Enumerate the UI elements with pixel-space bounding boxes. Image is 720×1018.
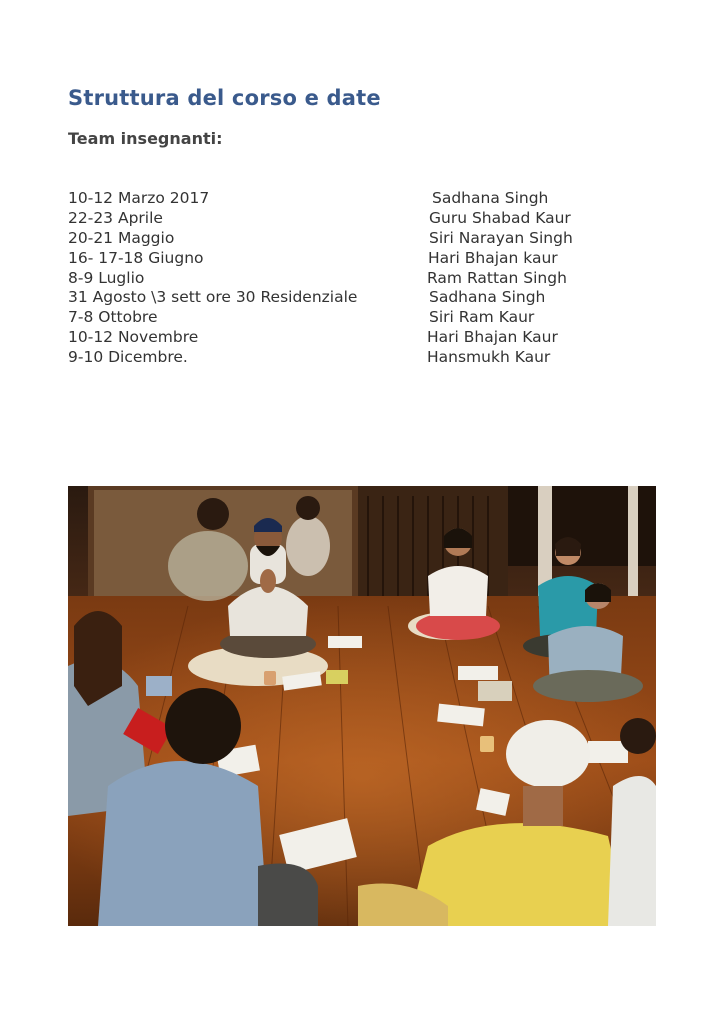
schedule-row [68,189,628,209]
schedule-row [68,288,628,308]
group-meditation-photo [68,486,656,926]
schedule-teacher: Siri Narayan Singh [429,228,573,247]
schedule-date: 10-12 Marzo 2017 [68,189,210,207]
schedule-date: 7-8 Ottobre [68,308,158,327]
teachers-subtitle: Team insegnanti: [68,129,223,148]
course-schedule [68,189,628,368]
schedule-date: 16- 17-18 Giugno [68,248,204,267]
schedule-teacher: Hansmukh Kaur [427,348,551,367]
schedule-teacher: Guru Shabad Kaur [429,208,571,227]
photo-illustration [68,486,656,926]
schedule-row [68,348,628,368]
page-title: Struttura del corso e date [68,86,381,110]
schedule-teacher: Siri Ram Kaur [429,308,535,327]
schedule-date: 9-10 Dicembre. [68,348,188,367]
schedule-teacher: Hari Bhajan Kaur [427,328,558,347]
schedule-teacher: Hari Bhajan kaur [428,248,558,267]
schedule-date: 8-9 Luglio [68,268,145,287]
schedule-date: 22-23 Aprile [68,208,163,227]
schedule-row [68,308,628,328]
schedule-row [68,328,628,348]
schedule-date: 10-12 Novembre [68,328,199,347]
schedule-row [68,269,628,289]
schedule-teacher: Sadhana Singh [432,189,549,207]
schedule-date: 31 Agosto \3 sett ore 30 Residenziale [68,288,358,307]
schedule-row [68,229,628,249]
schedule-row [68,209,628,229]
schedule-date: 20-21 Maggio [68,228,175,247]
schedule-teacher: Sadhana Singh [429,288,546,307]
schedule-row [68,249,628,269]
schedule-teacher: Ram Rattan Singh [427,268,567,287]
